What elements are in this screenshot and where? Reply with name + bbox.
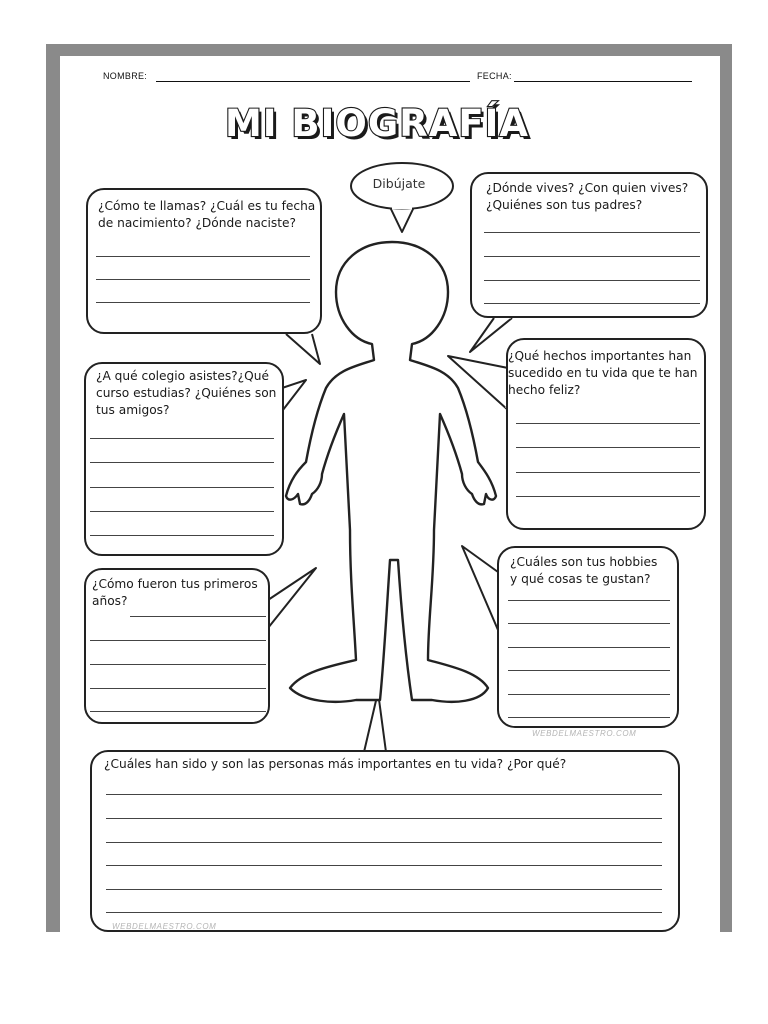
important-people-question: ¿Cuáles han sido y son las personas más importantes en tu vida? ¿Por qué? bbox=[104, 757, 567, 771]
name-birth-question: ¿Cómo te llamas? ¿Cuál es tu fecha de nacimiento? ¿Dónde naciste? bbox=[98, 199, 316, 230]
answer-line[interactable] bbox=[508, 670, 670, 671]
answer-line[interactable] bbox=[90, 535, 274, 536]
answer-line[interactable] bbox=[484, 303, 700, 304]
tail-years-bubble bbox=[268, 568, 316, 628]
answer-line[interactable] bbox=[516, 447, 700, 448]
answer-line[interactable] bbox=[90, 511, 274, 512]
answer-line[interactable] bbox=[96, 256, 310, 257]
tail-name-bubble bbox=[286, 334, 320, 364]
answer-line[interactable] bbox=[516, 472, 700, 473]
answer-line[interactable] bbox=[106, 794, 662, 795]
dibujate-label: Dibújate bbox=[372, 176, 426, 191]
answer-line[interactable] bbox=[96, 302, 310, 303]
answer-line[interactable] bbox=[484, 256, 700, 257]
nombre-label: NOMBRE: bbox=[103, 71, 148, 81]
answer-line[interactable] bbox=[90, 487, 274, 488]
answer-line[interactable] bbox=[90, 664, 266, 665]
answer-line[interactable] bbox=[106, 865, 662, 866]
answer-line[interactable] bbox=[508, 623, 670, 624]
answer-line[interactable] bbox=[508, 694, 670, 695]
answer-line[interactable] bbox=[96, 279, 310, 280]
happy-events-question: ¿Qué hechos importantes han sucedido en tu vida que te han hecho feliz? bbox=[508, 349, 698, 397]
watermark-right: WEBDELMAESTRO.COM bbox=[532, 729, 637, 738]
answer-line[interactable] bbox=[106, 889, 662, 890]
tail-dibujate-bubble bbox=[390, 207, 414, 232]
first-years-question: ¿Cómo fueron tus primeros años? bbox=[92, 577, 258, 608]
page-title: MI BIOGRAFÍA bbox=[224, 101, 530, 145]
school-friends-question: ¿A qué colegio asistes?¿Qué curso estudias? ¿Quiénes son tus amigos? bbox=[96, 369, 277, 417]
fecha-label: FECHA: bbox=[477, 71, 512, 81]
tail-home-bubble bbox=[470, 318, 512, 352]
answer-line[interactable] bbox=[106, 912, 662, 913]
important-people-bubble bbox=[90, 750, 680, 932]
answer-line[interactable] bbox=[508, 600, 670, 601]
tail-hobbies-bubble bbox=[462, 546, 498, 630]
answer-line[interactable] bbox=[508, 717, 670, 718]
answer-line[interactable] bbox=[516, 496, 700, 497]
answer-line[interactable] bbox=[90, 711, 266, 712]
answer-line[interactable] bbox=[90, 688, 266, 689]
answer-line[interactable] bbox=[90, 462, 274, 463]
answer-line[interactable] bbox=[484, 280, 700, 281]
answer-line[interactable] bbox=[90, 438, 274, 439]
home-parents-question: ¿Dónde vives? ¿Con quien vives? ¿Quiénes son tus padres? bbox=[486, 181, 689, 212]
answer-line[interactable] bbox=[508, 647, 670, 648]
answer-line[interactable] bbox=[130, 616, 266, 617]
answer-line[interactable] bbox=[106, 818, 662, 819]
hobbies-question: ¿Cuáles son tus hobbies y qué cosas te gustan? bbox=[510, 555, 658, 586]
watermark-bottom: WEBDELMAESTRO.COM bbox=[112, 922, 217, 931]
answer-line[interactable] bbox=[484, 232, 700, 233]
answer-line[interactable] bbox=[516, 423, 700, 424]
answer-line[interactable] bbox=[106, 842, 662, 843]
answer-line[interactable] bbox=[90, 640, 266, 641]
